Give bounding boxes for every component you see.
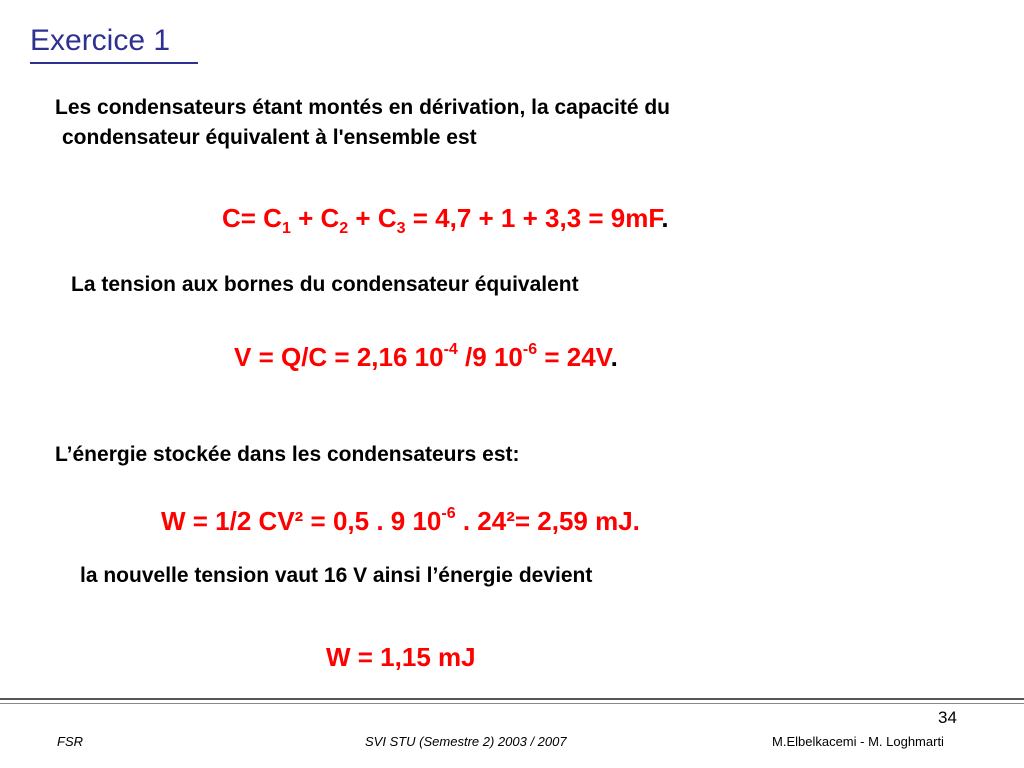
new-energy-equation: W = 1,15 mJ (326, 642, 476, 672)
eq2-period: . (610, 342, 618, 372)
eq2-part-b: /9 10 (457, 342, 523, 372)
eq1-period: . (661, 203, 669, 233)
eq1-sub-1: 1 (281, 220, 291, 237)
footer-left: FSR (57, 734, 83, 749)
eq2-exp-2: -6 (522, 341, 538, 358)
capacitance-equation (222, 203, 669, 237)
eq3-part-b: . 24²= 2,59 mJ. (455, 506, 640, 536)
eq3-exp-1: -6 (441, 505, 456, 522)
eq2-exp-1: -4 (443, 341, 458, 358)
eq1-part-b: + C (290, 203, 340, 233)
eq3-part-a: W = 1/2 CV² = 0,5 . 9 10 (161, 506, 442, 536)
page-number: 34 (938, 708, 957, 727)
intro-line-1: Les condensateurs étant montés en dérivation, la capacité du (55, 96, 671, 119)
eq1-sub-2: 2 (339, 220, 349, 237)
footer-right: M.Elbelkacemi - M. Loghmarti (772, 734, 944, 749)
eq2-part-a: V = Q/C = 2,16 10 (234, 342, 444, 372)
footer-divider-top (0, 698, 1024, 700)
slide-title: Exercice 1 (30, 24, 171, 57)
title-underline (30, 62, 198, 64)
eq1-sub-3: 3 (396, 220, 406, 237)
eq1-part-a: C= C (222, 203, 282, 233)
voltage-equation (234, 342, 618, 373)
intro-line-2: condensateur équivalent à l'ensemble est (62, 126, 477, 149)
new-voltage-text: la nouvelle tension vaut 16 V ainsi l’énergie devient (80, 564, 593, 587)
eq1-part-c: + C (348, 203, 397, 233)
voltage-intro: La tension aux bornes du condensateur équivalent (71, 273, 579, 296)
footer-center: SVI STU (Semestre 2) 2003 / 2007 (365, 734, 567, 749)
eq1-part-d: = 4,7 + 1 + 3,3 = 9mF (405, 203, 662, 233)
energy-equation (161, 506, 640, 537)
energy-intro: L’énergie stockée dans les condensateurs est: (55, 443, 520, 466)
eq2-part-c: = 24V (537, 342, 611, 372)
footer-divider-bottom (0, 703, 1024, 704)
